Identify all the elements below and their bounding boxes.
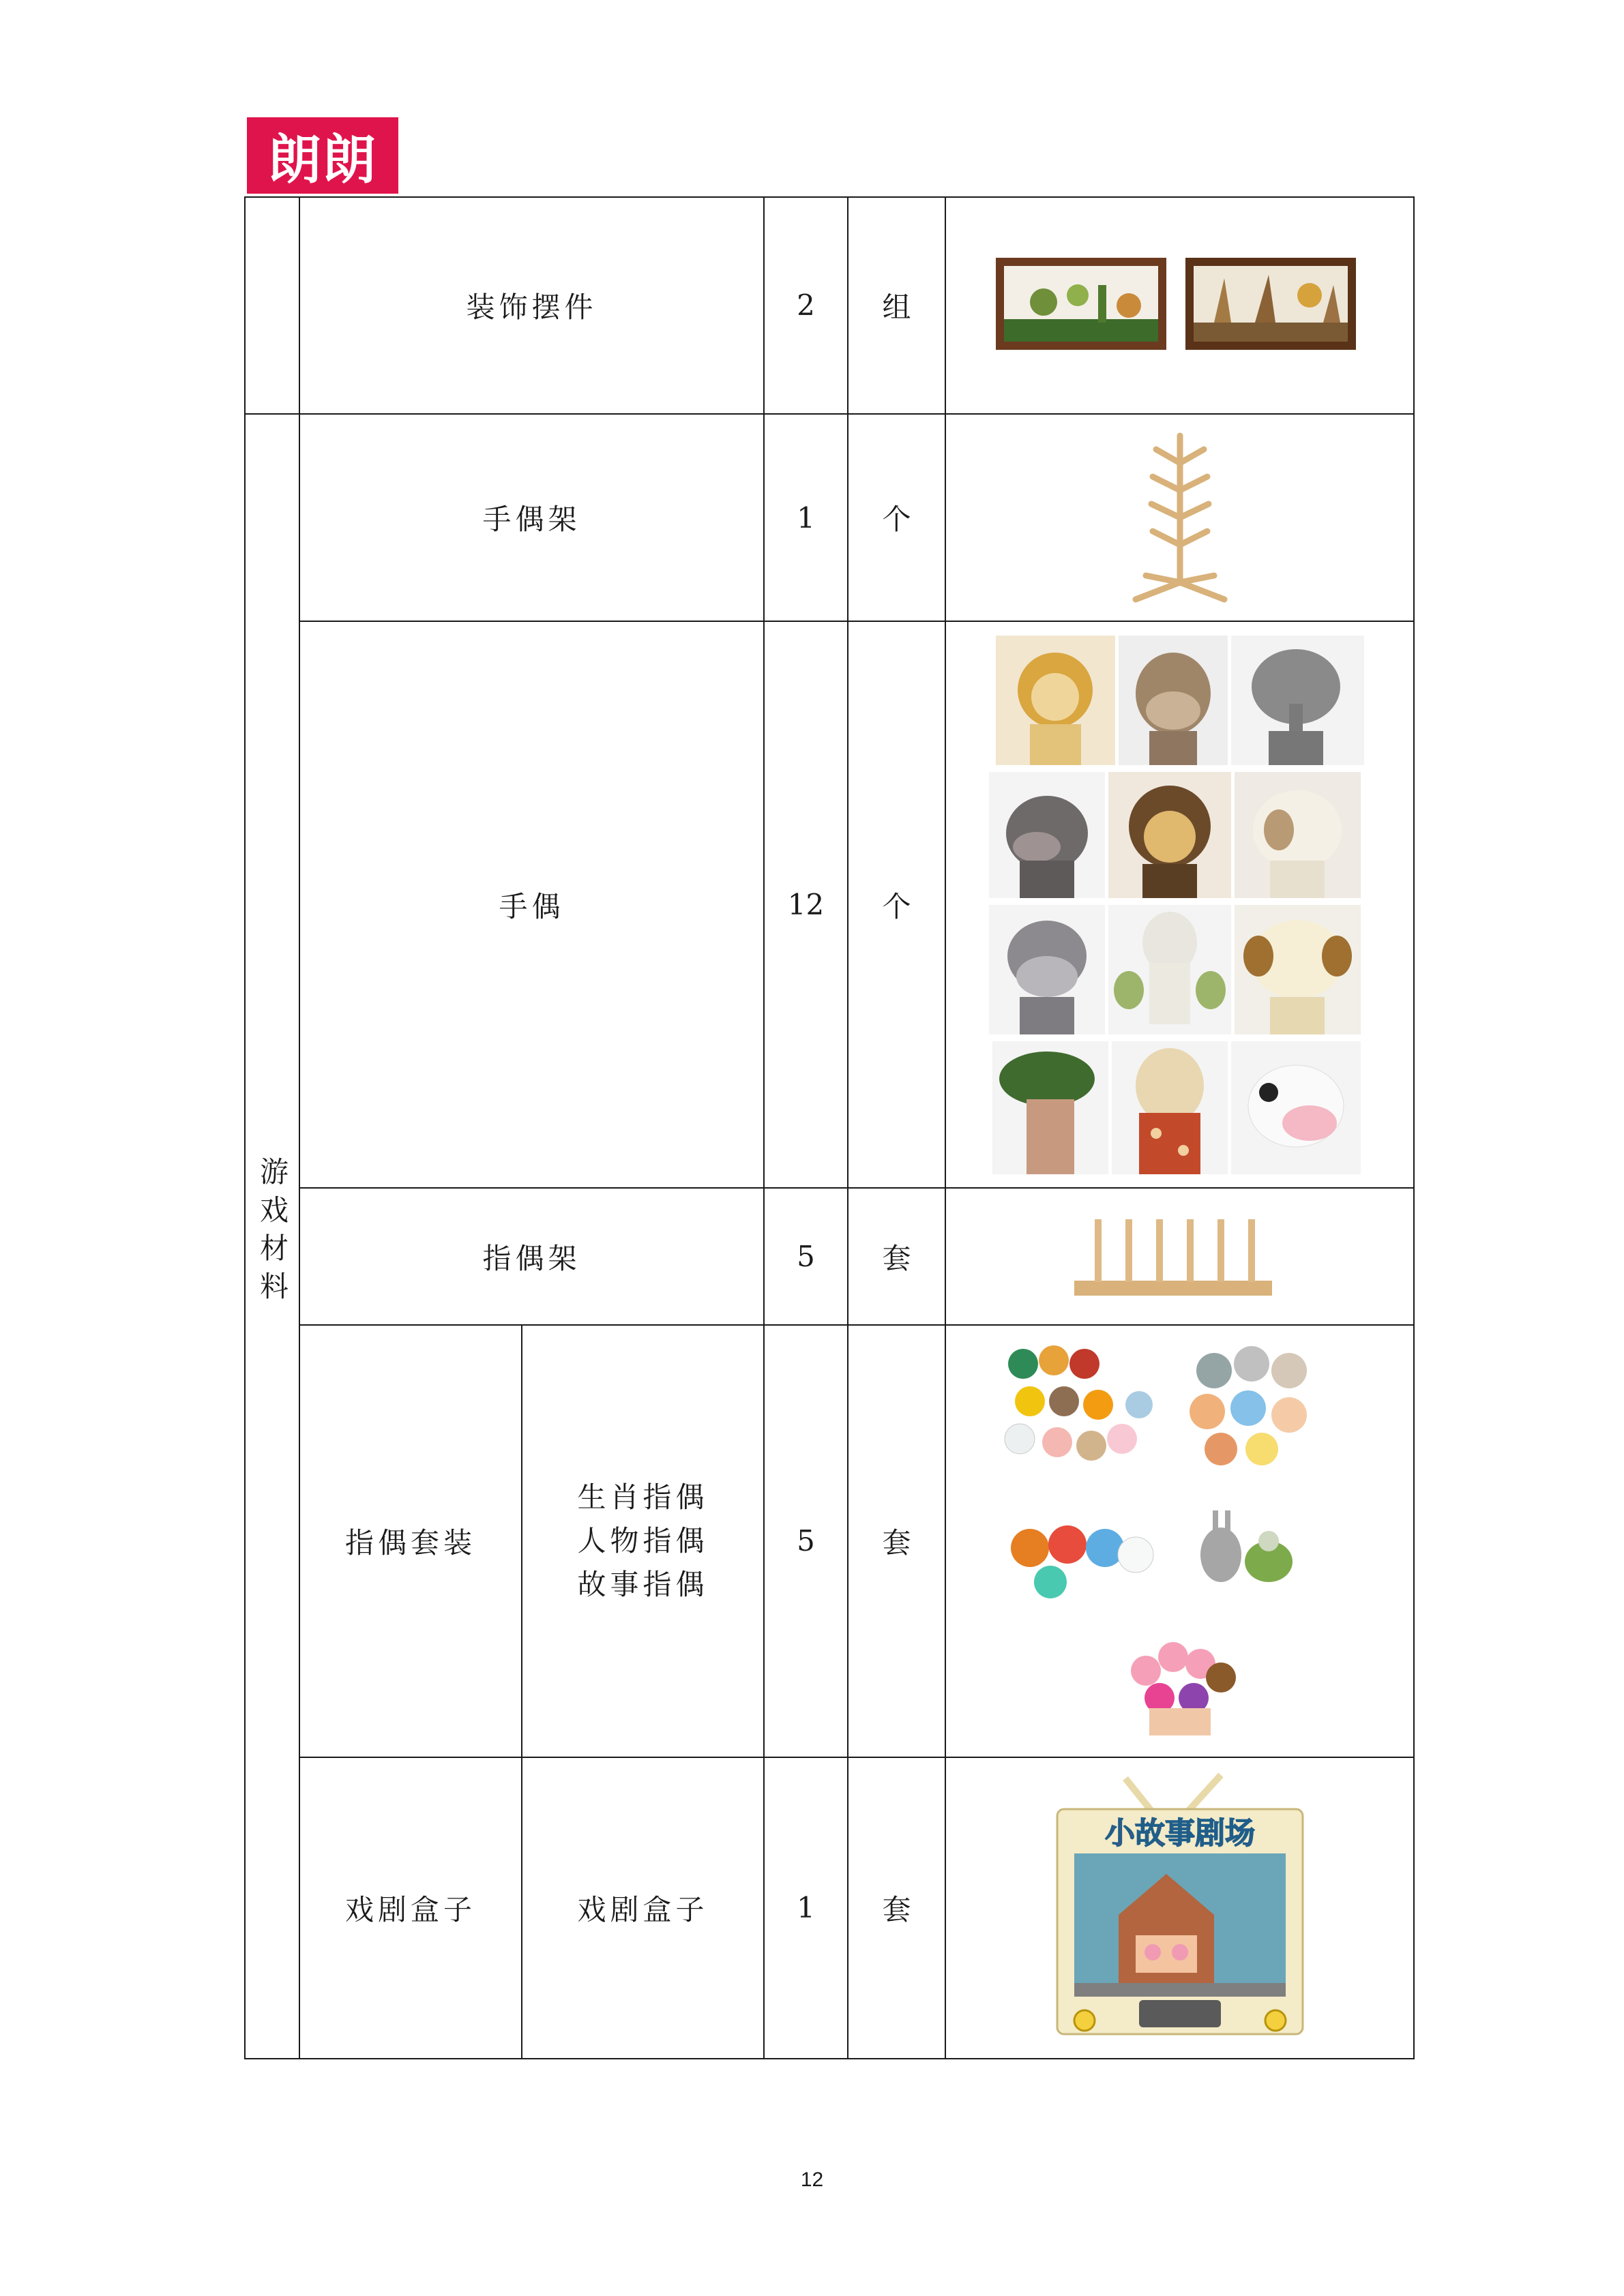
subitem: 故事指偶 (577, 1567, 709, 1601)
table-row (245, 414, 1414, 622)
table-row (245, 1188, 1414, 1325)
item-image-cell (945, 1188, 1414, 1325)
table-row (245, 1325, 1414, 1757)
item-qty-cell (764, 1188, 848, 1325)
item-name-cell (299, 414, 764, 622)
puppet-stand-image (946, 415, 1413, 621)
item-unit: 组 (882, 290, 911, 324)
finger-puppet-rack-image (946, 1189, 1413, 1324)
item-unit: 套 (882, 1525, 911, 1560)
item-subitems-cell (522, 1325, 764, 1757)
item-name-cell (299, 197, 764, 414)
item-name-cell (299, 1325, 522, 1757)
item-qty: 12 (787, 888, 825, 922)
category-label: 游戏材料 (256, 1156, 289, 1309)
category-cell (245, 414, 299, 2059)
item-qty-cell (764, 621, 848, 1188)
decorative-terrarium-image (946, 198, 1413, 413)
item-unit: 套 (882, 1892, 911, 1926)
item-qty: 2 (797, 288, 815, 323)
item-image-cell (945, 414, 1414, 622)
theater-box-image (946, 1758, 1413, 2058)
hand-puppets-image (946, 622, 1413, 1187)
item-qty-cell (764, 414, 848, 622)
item-unit: 个 (882, 503, 911, 537)
subitem: 人物指偶 (577, 1523, 709, 1557)
item-qty: 1 (797, 501, 815, 535)
item-name: 装饰摆件 (466, 290, 597, 324)
item-qty: 1 (797, 1891, 815, 1925)
item-name: 手偶架 (482, 503, 581, 537)
item-name: 指偶套装 (344, 1525, 476, 1560)
item-qty: 5 (797, 1524, 815, 1558)
inventory-table (244, 196, 1415, 2059)
item-name-cell (299, 1188, 764, 1325)
item-image-cell (945, 1325, 1414, 1757)
subitem-list (578, 1476, 709, 1607)
subitem: 生肖指偶 (577, 1480, 709, 1514)
item-unit-cell (848, 621, 945, 1188)
item-image-cell (945, 621, 1414, 1188)
item-qty-cell (764, 1325, 848, 1757)
item-qty: 5 (797, 1240, 815, 1274)
item-image-cell (945, 197, 1414, 414)
item-unit-cell (848, 414, 945, 622)
item-unit: 套 (882, 1241, 911, 1275)
item-sub: 戏剧盒子 (577, 1892, 709, 1926)
item-name-cell (299, 1757, 522, 2059)
item-sub-cell (522, 1757, 764, 2059)
item-image-cell (945, 1757, 1414, 2059)
item-unit-cell (848, 1188, 945, 1325)
item-unit-cell (848, 197, 945, 414)
item-name-cell (299, 621, 764, 1188)
item-unit: 个 (882, 889, 911, 923)
empty-category-cell (245, 197, 299, 414)
item-unit-cell (848, 1757, 945, 2059)
finger-puppet-sets-image (946, 1326, 1413, 1756)
item-name: 戏剧盒子 (344, 1892, 476, 1926)
table-row (245, 621, 1414, 1188)
item-name: 手偶 (499, 889, 565, 923)
item-name: 指偶架 (482, 1241, 581, 1275)
theater-box-title: 小故事剧场 (1104, 1815, 1255, 1851)
item-qty-cell (764, 1757, 848, 2059)
table-row (245, 1757, 1414, 2059)
table-row (245, 197, 1414, 414)
brand-logo: 朗朗 (247, 117, 398, 194)
page-number: 12 (800, 2168, 824, 2191)
item-unit-cell (848, 1325, 945, 1757)
item-qty-cell (764, 197, 848, 414)
